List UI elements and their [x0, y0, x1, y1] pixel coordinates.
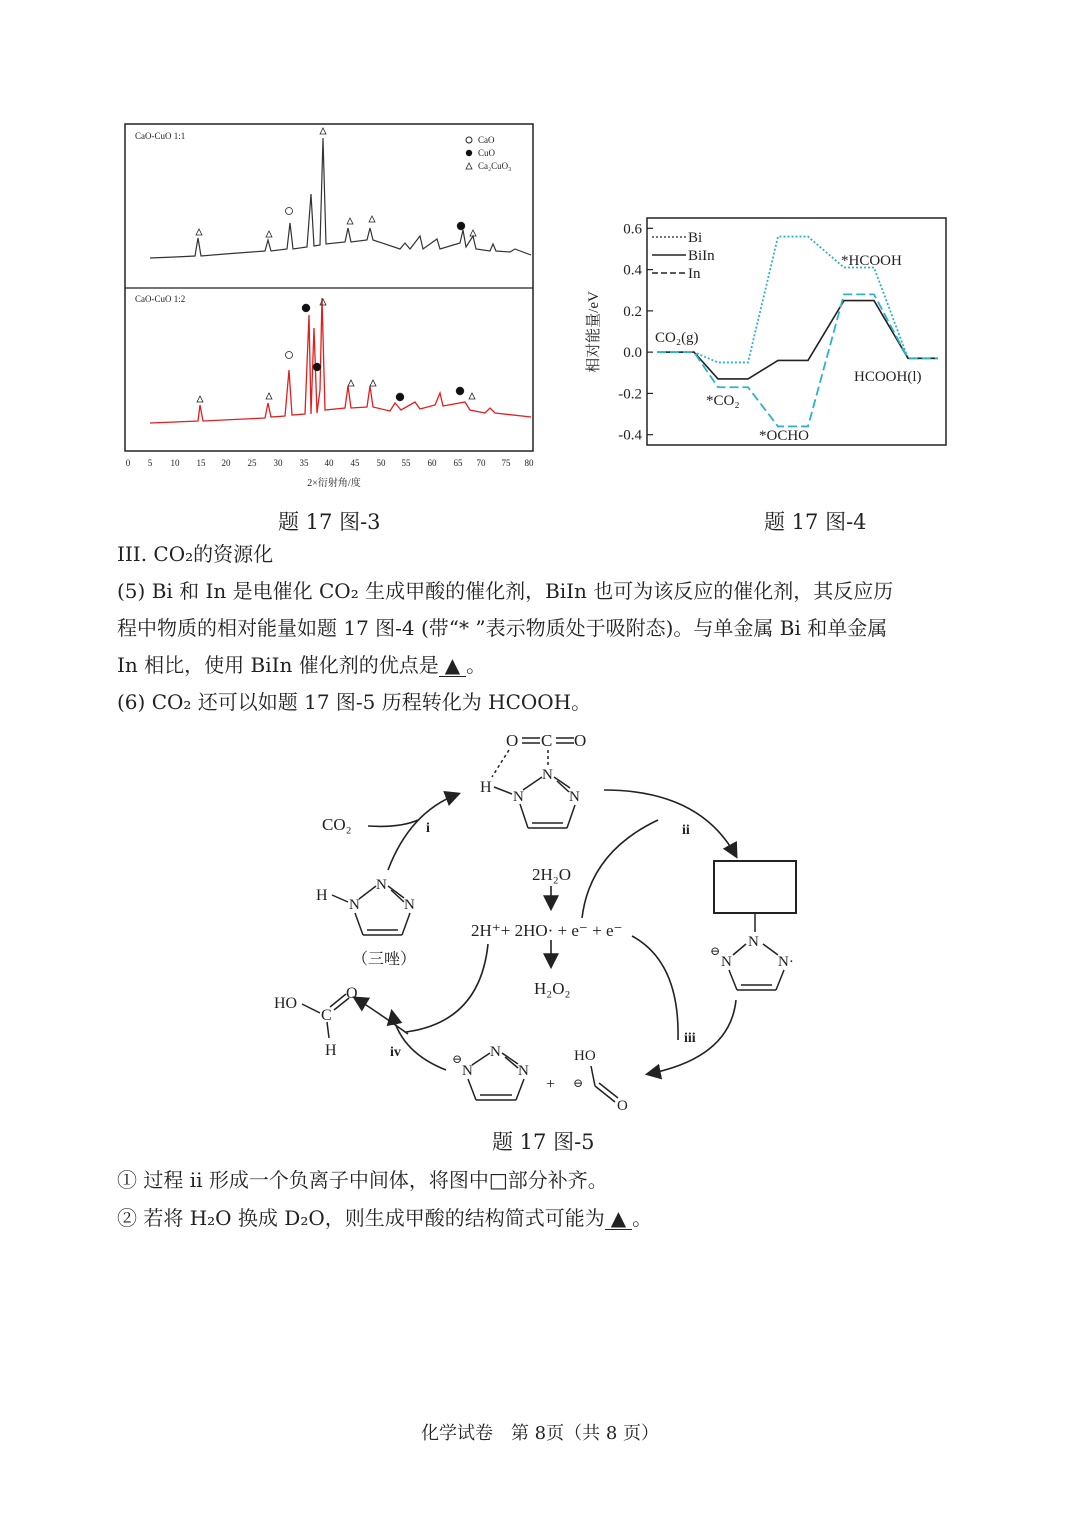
atom-n: N· — [778, 954, 794, 970]
subquestion-2-suffix: 。 — [632, 1206, 653, 1230]
legend-in-label: In — [688, 266, 701, 282]
page-footer: 化学试卷 第 8页（共 8 页） — [420, 1423, 660, 1444]
arrow-step-ii — [604, 790, 736, 856]
legend-biin-label: BiIn — [688, 248, 715, 264]
annotation-co2-ads: *CO₂ — [706, 393, 740, 409]
x-tick: 0 — [125, 458, 131, 468]
q5-line3-suffix: 。 — [466, 653, 487, 677]
step-label-iv: iv — [390, 1045, 401, 1060]
q5-line1: (5) Bi 和 In 是电催化 CO₂ 生成甲酸的催化剂，BiIn 也可为该反应的催化剂，其反应历 — [117, 579, 894, 603]
q5-line3 — [117, 647, 486, 684]
marker-triangle — [370, 380, 376, 386]
annotation-hcooh-l: HCOOH(l) — [854, 369, 922, 385]
marker-triangle — [196, 229, 202, 235]
charge-minus: ⊖ — [452, 1052, 463, 1066]
x-tick: 40 — [324, 458, 334, 468]
q6-line1: (6) CO₂ 还可以如题 17 图-5 历程转化为 HCOOH。 — [117, 690, 592, 714]
cycle-figure — [260, 722, 820, 1122]
marker-triangle — [197, 396, 203, 402]
atom-o: O — [574, 731, 587, 750]
marker-cao — [286, 208, 293, 215]
energy-y-label: 相对能量/eV — [586, 291, 602, 373]
adduct-structure — [480, 731, 586, 828]
atom-n: N — [748, 934, 759, 950]
marker-cuo — [313, 363, 321, 371]
section-title: III. CO₂的资源化 — [117, 542, 274, 566]
charge-minus: ⊖ — [710, 944, 721, 958]
arrow-step-iv — [392, 1012, 446, 1070]
energy-series-biin — [657, 301, 938, 379]
triazole-structure — [316, 877, 415, 935]
atom-h: HO — [574, 1048, 596, 1064]
iii-branch — [632, 936, 678, 1040]
marker-cao — [286, 352, 293, 359]
xrd-top-markers — [196, 128, 476, 237]
x-tick: 55 — [401, 458, 411, 468]
annotation-hcooh-ads: *HCOOH — [841, 253, 902, 269]
marker-triangle — [266, 393, 272, 399]
step-label-ii: ii — [682, 823, 690, 838]
legend-cuo-symbol — [466, 150, 472, 156]
energy-y-tick-label: 0.0 — [623, 345, 642, 362]
atom-n: N — [513, 789, 524, 805]
legend-cao-label: CaO — [478, 135, 495, 145]
energy-chart — [578, 208, 958, 458]
center-intermediates: 2H⁺+ 2HO· + e⁻ + e⁻ — [471, 921, 623, 940]
atom-o: O — [506, 731, 519, 750]
atom-n: N — [721, 954, 732, 970]
fig4-caption: 题 17 图-4 — [764, 510, 867, 534]
charge-minus: ⊖ — [573, 1076, 584, 1090]
step-label-iii: iii — [684, 1031, 696, 1046]
iv-branch — [406, 944, 488, 1032]
triazolide-structure — [452, 1044, 529, 1100]
q5-answer-blank[interactable]: ▲ — [439, 654, 466, 677]
x-tick: 70 — [476, 458, 486, 468]
q5-line2: 程中物质的相对能量如题 17 图-4 (带“* ”表示物质处于吸附态)。与单金属 Bi 和单金属 — [117, 616, 888, 640]
atom-c: C — [321, 1007, 332, 1024]
fill-in-box[interactable] — [714, 861, 796, 913]
plus-sign: + — [546, 1076, 556, 1093]
subquestion-2-answer-blank[interactable]: ▲ — [605, 1207, 632, 1230]
marker-triangle — [348, 380, 354, 386]
marker-triangle — [320, 299, 326, 305]
energy-y-tick-label: 0.2 — [623, 303, 642, 320]
x-tick: 60 — [427, 458, 437, 468]
atom-n: N — [376, 877, 387, 893]
marker-triangle — [469, 393, 475, 399]
xrd-bottom-label: CaO-CuO 1:2 — [135, 294, 186, 304]
xrd-bottom-markers — [197, 299, 475, 402]
annotation-co2g: CO₂(g) — [655, 330, 699, 346]
atom-n: N — [569, 789, 580, 805]
x-tick: 65 — [453, 458, 463, 468]
center-water: 2H₂O — [532, 865, 571, 884]
anion-intermediate — [710, 913, 794, 990]
x-tick: 20 — [221, 458, 231, 468]
energy-y-tick-label: 0.4 — [623, 262, 642, 279]
xrd-figure — [115, 118, 545, 498]
x-tick: 25 — [247, 458, 257, 468]
x-tick: 45 — [350, 458, 360, 468]
energy-y-tick-label: -0.4 — [618, 427, 642, 444]
annotation-ocho: *OCHO — [759, 428, 810, 444]
atom-ho: HO — [274, 995, 298, 1012]
legend-ca2cuo3-symbol — [466, 163, 472, 169]
arrow-step-i — [388, 794, 458, 870]
x-tick: 75 — [501, 458, 511, 468]
subquestion-2-prefix: ② 若将 H₂O 换成 D₂O，则生成甲酸的结构简式可能为 — [117, 1206, 605, 1230]
atom-o: O — [617, 1098, 628, 1114]
atom-n: N — [462, 1063, 473, 1079]
atom-n: N — [490, 1044, 501, 1060]
x-tick: 30 — [273, 458, 283, 468]
marker-cuo — [396, 393, 404, 401]
atom-h: H — [325, 1042, 337, 1059]
x-tick: 80 — [524, 458, 534, 468]
subquestion-1: ① 过程 ii 形成一个负离子中间体，将图中□部分补齐。 — [117, 1168, 608, 1192]
energy-y-tick-label: -0.2 — [618, 386, 642, 403]
fig5-caption: 题 17 图-5 — [492, 1130, 595, 1154]
energy-y-ticks — [618, 221, 653, 443]
arrow-to-formic — [355, 998, 408, 1034]
xrd-top-trace — [150, 138, 531, 258]
legend-ca2cuo3-label: Ca₂CuO₃ — [478, 161, 512, 171]
energy-legend — [652, 230, 715, 282]
marker-triangle — [266, 231, 272, 237]
xrd-bottom-trace — [150, 298, 531, 423]
xrd-x-label: 2×衍射角/度 — [307, 478, 361, 489]
xrd-top-label: CaO-CuO 1:1 — [135, 131, 186, 141]
x-tick: 50 — [376, 458, 386, 468]
xrd-legend — [466, 135, 511, 171]
x-tick: 35 — [299, 458, 309, 468]
q5-line3-prefix: In 相比，使用 BiIn 催化剂的优点是 — [117, 653, 439, 677]
marker-triangle — [347, 218, 353, 224]
formate-structure — [573, 1048, 628, 1114]
atom-h: H — [316, 887, 328, 904]
atom-h: H — [480, 779, 492, 796]
x-tick: 10 — [170, 458, 180, 468]
formic-acid-structure — [274, 985, 358, 1059]
center-h2o2: H₂O₂ — [534, 979, 571, 998]
fig3-caption: 题 17 图-3 — [278, 510, 381, 534]
co2-reactant: CO₂ — [322, 815, 352, 834]
xrd-x-ticks — [126, 458, 534, 468]
subquestion-2 — [117, 1200, 652, 1237]
legend-bi-label: Bi — [688, 230, 703, 246]
legend-cuo-label: CuO — [478, 148, 496, 158]
co2-feed — [368, 820, 418, 826]
marker-cuo — [456, 387, 464, 395]
marker-triangle — [320, 128, 326, 134]
atom-o: O — [346, 985, 358, 1002]
marker-cuo — [457, 222, 465, 230]
x-tick: 15 — [196, 458, 206, 468]
atom-n: N — [349, 897, 360, 913]
step-label-i: i — [426, 821, 430, 836]
atom-n: N — [518, 1063, 529, 1079]
triazole-name: （三唑） — [352, 951, 417, 968]
atom-n: N — [404, 897, 415, 913]
x-tick: 5 — [147, 458, 153, 468]
ii-branch — [582, 820, 658, 918]
atom-c: C — [541, 731, 553, 750]
marker-triangle — [369, 216, 375, 222]
marker-cuo — [302, 304, 310, 312]
legend-cao-symbol — [466, 137, 472, 143]
atom-n: N — [542, 767, 553, 783]
energy-y-tick-label: 0.6 — [623, 221, 642, 238]
